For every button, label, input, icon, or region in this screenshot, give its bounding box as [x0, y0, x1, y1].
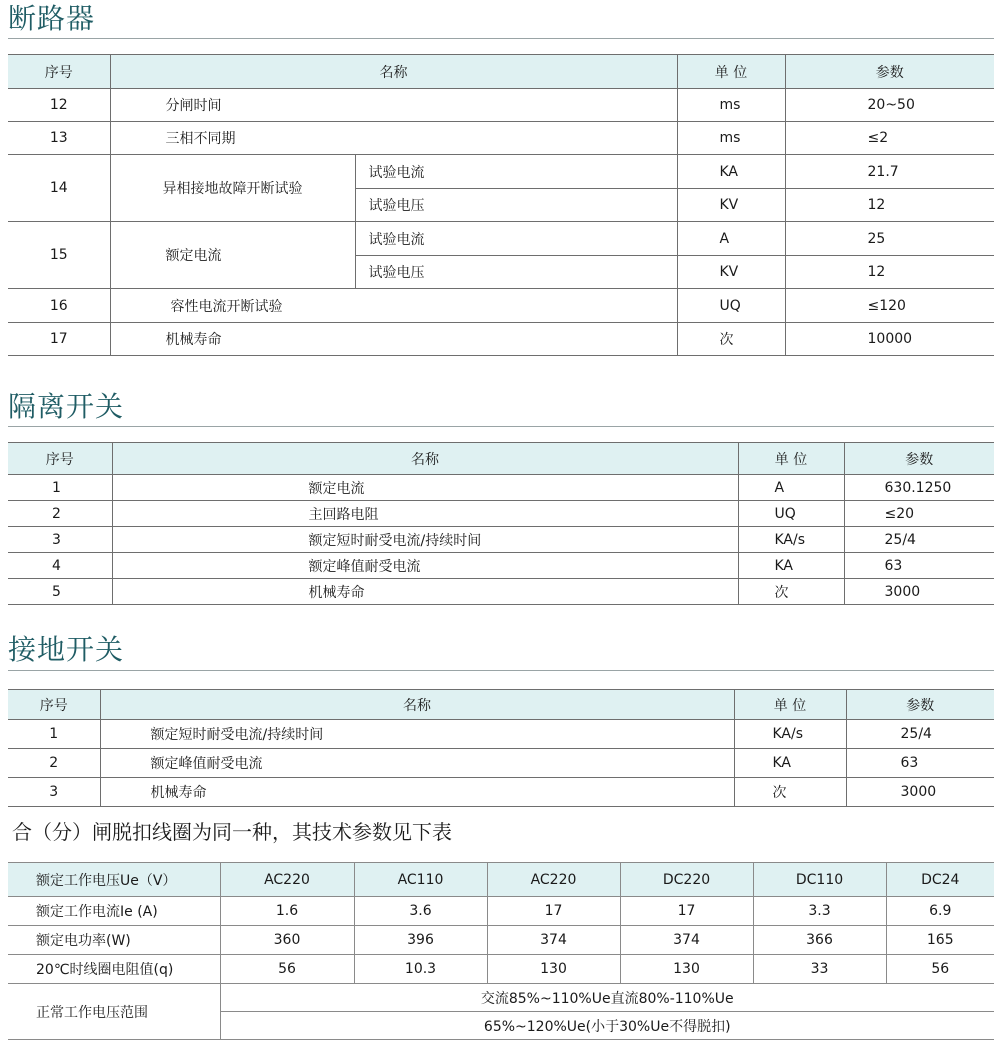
- row-unit: KV: [677, 189, 785, 222]
- row-no: 2: [8, 501, 112, 527]
- row-value: 12: [785, 189, 994, 222]
- row-value: 3000: [844, 579, 994, 605]
- row-name: 机械寿命: [110, 323, 677, 356]
- row-unit: KA/s: [734, 720, 846, 749]
- row-value: ≤2: [785, 122, 994, 155]
- cell-value: 165: [886, 926, 994, 955]
- section-title-breaker: 断路器: [8, 2, 96, 35]
- table-row: [8, 222, 994, 256]
- column-header: DC220: [620, 863, 753, 897]
- cell-value: 3.3: [753, 897, 886, 926]
- header-value: 参数: [785, 55, 994, 89]
- row-name: 异相接地故障开断试验: [110, 155, 355, 222]
- row-name: 容性电流开断试验: [110, 289, 677, 323]
- cell-value: 56: [220, 955, 354, 984]
- table-row: [8, 553, 994, 579]
- column-header: DC24: [886, 863, 994, 897]
- header-no: 序号: [8, 55, 110, 89]
- row-name: 机械寿命: [100, 778, 734, 807]
- cell-value: 130: [487, 955, 620, 984]
- row-label: 20℃时线圈电阻值(q): [8, 955, 220, 984]
- row-unit: UQ: [738, 501, 844, 527]
- row-no: 1: [8, 720, 100, 749]
- row-no: 2: [8, 749, 100, 778]
- header-unit: 单 位: [677, 55, 785, 89]
- row-value: 3000: [846, 778, 994, 807]
- row-unit: 次: [738, 579, 844, 605]
- header-name: 名称: [110, 55, 677, 89]
- header-no: 序号: [8, 443, 112, 475]
- table-row: [8, 926, 994, 955]
- row-no: 17: [8, 323, 110, 356]
- row-name: 分闸时间: [110, 89, 677, 122]
- cell-value: 396: [354, 926, 487, 955]
- row-unit: KA: [738, 553, 844, 579]
- table-row: [8, 475, 994, 501]
- row-unit: 次: [734, 778, 846, 807]
- row-value: 630.1250: [844, 475, 994, 501]
- table-row: [8, 122, 994, 155]
- cell-value: 130: [620, 955, 753, 984]
- cell-value: 17: [620, 897, 753, 926]
- cell-value: 366: [753, 926, 886, 955]
- coil-note: 合（分）闸脱扣线圈为同一种，其技术参数见下表: [12, 820, 452, 844]
- section-title-isolator: 隔离开关: [8, 390, 125, 423]
- table-row: [8, 323, 994, 356]
- table-row: [8, 501, 994, 527]
- cell-value: 6.9: [886, 897, 994, 926]
- cell-value: 374: [620, 926, 753, 955]
- header-unit: 单 位: [734, 690, 846, 720]
- row-unit: A: [738, 475, 844, 501]
- range-line: 交流85%~110%Ue直流80%-110%Ue: [220, 984, 994, 1012]
- row-no: 5: [8, 579, 112, 605]
- row-unit: 次: [677, 323, 785, 356]
- row-name: 额定电流: [112, 475, 738, 501]
- range-line: 65%~120%Ue(小于30%Ue不得脱扣): [220, 1012, 994, 1040]
- cell-value: 1.6: [220, 897, 354, 926]
- column-header: AC220: [487, 863, 620, 897]
- sub-item-name: 试验电压: [355, 256, 677, 289]
- row-unit: KV: [677, 256, 785, 289]
- row-name: 额定电流: [110, 222, 355, 289]
- row-no: 3: [8, 527, 112, 553]
- row-no: 14: [8, 155, 110, 222]
- header-name: 名称: [112, 443, 738, 475]
- row-no: 13: [8, 122, 110, 155]
- row-unit: ms: [677, 89, 785, 122]
- row-no: 3: [8, 778, 100, 807]
- row-label: 额定工作电流Ie (A): [8, 897, 220, 926]
- breaker-table: [8, 54, 994, 356]
- coil-table: [8, 862, 994, 1040]
- range-label: 正常工作电压范围: [8, 984, 220, 1040]
- cell-value: 374: [487, 926, 620, 955]
- header-value: 参数: [846, 690, 994, 720]
- row-value: 25/4: [844, 527, 994, 553]
- title-divider: [8, 38, 994, 39]
- cell-value: 10.3: [354, 955, 487, 984]
- column-header: AC110: [354, 863, 487, 897]
- row-unit: UQ: [677, 289, 785, 323]
- table-row: [8, 89, 994, 122]
- table-row: [8, 863, 994, 897]
- row-label: 额定电功率(W): [8, 926, 220, 955]
- table-row: [8, 749, 994, 778]
- row-no: 16: [8, 289, 110, 323]
- row-no: 12: [8, 89, 110, 122]
- row-name: 额定峰值耐受电流: [112, 553, 738, 579]
- cell-value: 56: [886, 955, 994, 984]
- row-value: ≤20: [844, 501, 994, 527]
- isolator-table: [8, 442, 994, 605]
- table-row: [8, 527, 994, 553]
- row-value: ≤120: [785, 289, 994, 323]
- title-divider: [8, 426, 994, 427]
- row-name: 额定短时耐受电流/持续时间: [100, 720, 734, 749]
- row-name: 额定短时耐受电流/持续时间: [112, 527, 738, 553]
- column-header: DC110: [753, 863, 886, 897]
- row-value: 25: [785, 222, 994, 256]
- row-name: 三相不同期: [110, 122, 677, 155]
- header-no: 序号: [8, 690, 100, 720]
- sub-item-name: 试验电压: [355, 189, 677, 222]
- cell-value: 360: [220, 926, 354, 955]
- table-row: [8, 778, 994, 807]
- row-unit: KA: [734, 749, 846, 778]
- row-value: 25/4: [846, 720, 994, 749]
- row-value: 10000: [785, 323, 994, 356]
- cell-value: 17: [487, 897, 620, 926]
- table-row: [8, 897, 994, 926]
- header-name: 名称: [100, 690, 734, 720]
- table-row: [8, 984, 994, 1012]
- row-unit: KA/s: [738, 527, 844, 553]
- cell-value: 33: [753, 955, 886, 984]
- cell-value: 3.6: [354, 897, 487, 926]
- row-unit: A: [677, 222, 785, 256]
- table-row: [8, 289, 994, 323]
- table-row: [8, 955, 994, 984]
- sub-item-name: 试验电流: [355, 155, 677, 189]
- column-header: AC220: [220, 863, 354, 897]
- table-row: [8, 155, 994, 189]
- row-value: 12: [785, 256, 994, 289]
- row-name: 额定峰值耐受电流: [100, 749, 734, 778]
- row-value: 20~50: [785, 89, 994, 122]
- table-row: [8, 579, 994, 605]
- row-unit: ms: [677, 122, 785, 155]
- voltage-header-label: 额定工作电压Ue（V）: [8, 863, 220, 897]
- row-value: 21.7: [785, 155, 994, 189]
- earthing-table: [8, 689, 994, 807]
- row-name: 机械寿命: [112, 579, 738, 605]
- row-value: 63: [844, 553, 994, 579]
- row-no: 15: [8, 222, 110, 289]
- table-row: [8, 720, 994, 749]
- header-unit: 单 位: [738, 443, 844, 475]
- sub-item-name: 试验电流: [355, 222, 677, 256]
- section-title-earthing: 接地开关: [8, 633, 125, 666]
- title-divider: [8, 670, 994, 671]
- row-unit: KA: [677, 155, 785, 189]
- row-value: 63: [846, 749, 994, 778]
- row-no: 4: [8, 553, 112, 579]
- header-value: 参数: [844, 443, 994, 475]
- row-no: 1: [8, 475, 112, 501]
- row-name: 主回路电阻: [112, 501, 738, 527]
